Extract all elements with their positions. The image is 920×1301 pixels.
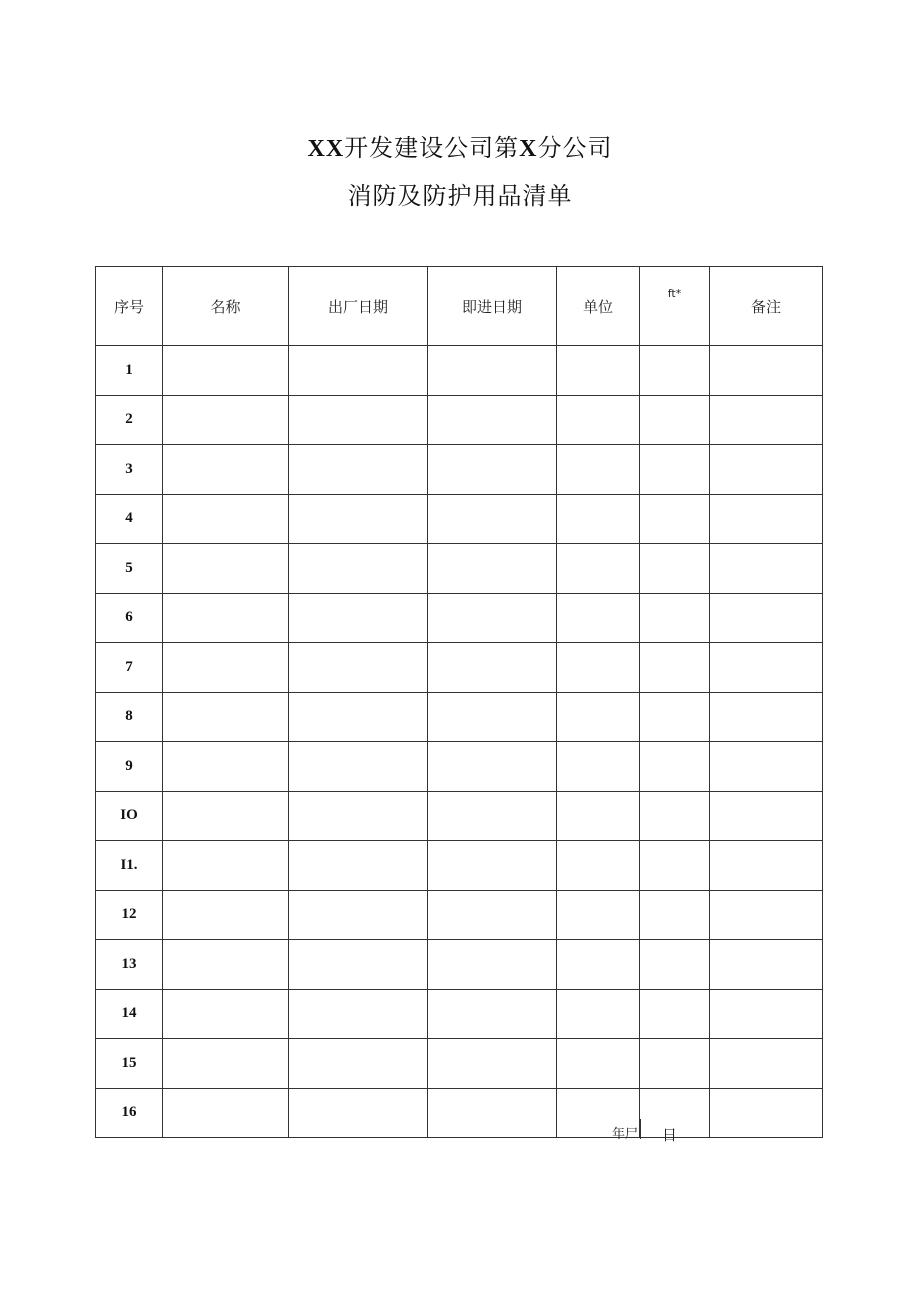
table-row — [96, 445, 823, 495]
table-cell[interactable] — [289, 989, 428, 1039]
table-cell[interactable] — [640, 890, 710, 940]
header-remarks: 备注 — [710, 267, 823, 346]
table-cell[interactable] — [163, 395, 289, 445]
table-cell[interactable] — [557, 346, 640, 396]
table-cell[interactable] — [163, 890, 289, 940]
table-cell[interactable] — [428, 989, 557, 1039]
table-cell[interactable] — [557, 395, 640, 445]
table-cell[interactable] — [428, 791, 557, 841]
table-cell[interactable] — [289, 1039, 428, 1089]
table-cell[interactable] — [640, 494, 710, 544]
footer-divider — [640, 1119, 641, 1139]
table-cell[interactable] — [163, 742, 289, 792]
footer-day-label: 日 — [662, 1126, 678, 1144]
table-cell[interactable] — [289, 593, 428, 643]
row-number: 16 — [96, 1088, 163, 1138]
table-cell[interactable] — [640, 643, 710, 693]
table-cell[interactable] — [163, 841, 289, 891]
table-cell[interactable] — [289, 1088, 428, 1138]
table-cell[interactable] — [289, 890, 428, 940]
table-cell[interactable] — [289, 643, 428, 693]
table-cell[interactable] — [428, 692, 557, 742]
table-cell[interactable] — [710, 1039, 823, 1089]
table-cell[interactable] — [557, 445, 640, 495]
row-number: 7 — [96, 643, 163, 693]
row-number: 6 — [96, 593, 163, 643]
table-cell[interactable] — [428, 890, 557, 940]
table-cell[interactable] — [289, 395, 428, 445]
row-number: 8 — [96, 692, 163, 742]
row-number: 5 — [96, 544, 163, 594]
table-cell[interactable] — [710, 494, 823, 544]
table-cell[interactable] — [428, 1039, 557, 1089]
table-cell[interactable] — [557, 841, 640, 891]
row-number: I1. — [96, 841, 163, 891]
table-cell[interactable] — [557, 890, 640, 940]
table-cell[interactable] — [557, 494, 640, 544]
table-cell[interactable] — [640, 346, 710, 396]
table-cell[interactable] — [710, 890, 823, 940]
table-cell[interactable] — [289, 791, 428, 841]
table-cell[interactable] — [428, 445, 557, 495]
table-cell[interactable] — [640, 940, 710, 990]
table-cell[interactable] — [557, 593, 640, 643]
table-cell[interactable] — [640, 989, 710, 1039]
inventory-table — [95, 266, 823, 1138]
table-cell[interactable] — [163, 593, 289, 643]
table-cell[interactable] — [640, 742, 710, 792]
table-cell[interactable] — [557, 940, 640, 990]
table-row — [96, 841, 823, 891]
table-cell[interactable] — [710, 593, 823, 643]
table-cell[interactable] — [710, 346, 823, 396]
row-number: IO — [96, 791, 163, 841]
table-cell[interactable] — [428, 544, 557, 594]
table-row — [96, 643, 823, 693]
table-row — [96, 1088, 823, 1138]
table-cell[interactable] — [289, 692, 428, 742]
row-number: 14 — [96, 989, 163, 1039]
table-cell[interactable] — [163, 989, 289, 1039]
table-row — [96, 791, 823, 841]
table-cell[interactable] — [289, 494, 428, 544]
table-cell[interactable] — [428, 643, 557, 693]
row-number: 4 — [96, 494, 163, 544]
table-cell[interactable] — [710, 395, 823, 445]
header-name: 名称 — [163, 267, 289, 346]
table-cell[interactable] — [640, 395, 710, 445]
title-middle: 开发建设公司第 — [344, 134, 520, 162]
table-cell[interactable] — [163, 494, 289, 544]
document-subtitle: 消防及防护用品清单 — [347, 182, 573, 210]
table-cell[interactable] — [289, 346, 428, 396]
table-cell[interactable] — [557, 643, 640, 693]
table-cell[interactable] — [557, 791, 640, 841]
table-cell[interactable] — [557, 544, 640, 594]
table-cell[interactable] — [428, 841, 557, 891]
table-row — [96, 1039, 823, 1089]
table-cell[interactable] — [428, 742, 557, 792]
table-cell[interactable] — [163, 445, 289, 495]
table-cell[interactable] — [710, 544, 823, 594]
title-x: X — [519, 136, 538, 162]
row-number: 9 — [96, 742, 163, 792]
table-cell[interactable] — [710, 445, 823, 495]
table-cell[interactable] — [557, 989, 640, 1039]
table-cell[interactable] — [557, 692, 640, 742]
table-row — [96, 494, 823, 544]
table-cell[interactable] — [710, 841, 823, 891]
table-cell[interactable] — [710, 1088, 823, 1138]
table-cell[interactable] — [557, 1039, 640, 1089]
table-cell[interactable] — [428, 494, 557, 544]
header-row — [96, 267, 823, 346]
table-row — [96, 593, 823, 643]
table-cell[interactable] — [710, 692, 823, 742]
document-title — [0, 128, 920, 163]
header-index: 序号 — [96, 267, 163, 346]
table-cell[interactable] — [428, 593, 557, 643]
table-cell[interactable] — [640, 445, 710, 495]
title-prefix: XX — [307, 136, 345, 162]
header-entry-date: 即进日期 — [428, 267, 557, 346]
table-cell[interactable] — [428, 1088, 557, 1138]
table-cell[interactable] — [163, 940, 289, 990]
table-cell[interactable] — [163, 1088, 289, 1138]
table-cell[interactable] — [289, 544, 428, 594]
table-row — [96, 395, 823, 445]
row-number: 2 — [96, 395, 163, 445]
row-number: 3 — [96, 445, 163, 495]
row-number: 15 — [96, 1039, 163, 1089]
table-cell[interactable] — [710, 940, 823, 990]
table-cell[interactable] — [163, 791, 289, 841]
table-cell[interactable] — [710, 643, 823, 693]
table-cell[interactable] — [557, 742, 640, 792]
table-row — [96, 692, 823, 742]
row-number: 12 — [96, 890, 163, 940]
table-cell[interactable] — [289, 445, 428, 495]
table-row — [96, 890, 823, 940]
table-cell[interactable] — [710, 742, 823, 792]
footer-year-label: 年尸 — [612, 1127, 639, 1142]
header-production-date: 出厂日期 — [289, 267, 428, 346]
table-row — [96, 346, 823, 396]
table-cell[interactable] — [428, 940, 557, 990]
table-row — [96, 742, 823, 792]
header-unit: 单位 — [557, 267, 640, 346]
table-cell[interactable] — [710, 989, 823, 1039]
table-cell[interactable] — [640, 841, 710, 891]
row-number: 13 — [96, 940, 163, 990]
table-cell[interactable] — [640, 791, 710, 841]
title-suffix: 分公司 — [537, 134, 613, 162]
table-cell[interactable] — [163, 1039, 289, 1089]
table-cell[interactable] — [710, 791, 823, 841]
row-number: 1 — [96, 346, 163, 396]
table-cell[interactable] — [289, 940, 428, 990]
table-cell[interactable] — [640, 544, 710, 594]
header-quantity: ft* — [640, 267, 710, 346]
table-row — [96, 940, 823, 990]
table-cell[interactable] — [428, 346, 557, 396]
table-row — [96, 989, 823, 1039]
table-cell[interactable] — [428, 395, 557, 445]
table-cell[interactable] — [640, 692, 710, 742]
table-cell[interactable] — [163, 692, 289, 742]
table-cell[interactable] — [289, 841, 428, 891]
table-cell[interactable] — [163, 643, 289, 693]
table-cell[interactable] — [640, 593, 710, 643]
table-cell[interactable] — [163, 544, 289, 594]
table-cell[interactable] — [289, 742, 428, 792]
table-row — [96, 544, 823, 594]
table-cell[interactable] — [163, 346, 289, 396]
table-cell[interactable] — [640, 1039, 710, 1089]
